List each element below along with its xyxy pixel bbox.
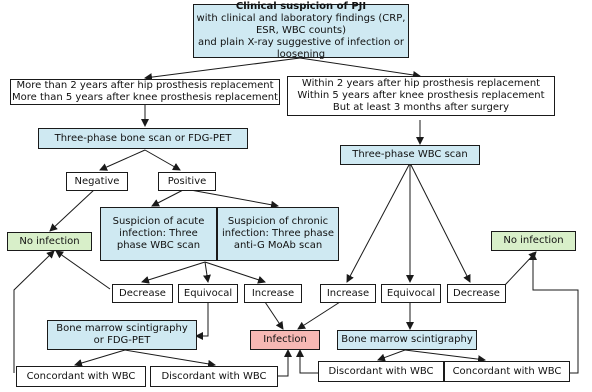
no-infection-right-box — [491, 231, 576, 251]
early-criteria-line-3: But at least 3 months after surgery — [332, 102, 510, 113]
bone-marrow-left-box — [47, 320, 197, 350]
bone-marrow-left-label: Bone marrow scintigraphy or FDG-PET — [56, 323, 188, 346]
left-increase-box — [244, 284, 302, 303]
wbc-scan-box — [340, 145, 480, 165]
bone-scan-label: Three-phase bone scan or FDG-PET — [54, 132, 232, 144]
concordant-right-label: Concordant with WBC — [452, 365, 562, 377]
negative-label: Negative — [74, 175, 120, 187]
right-increase-label: Increase — [326, 287, 370, 299]
left-increase-label: Increase — [251, 287, 295, 299]
negative-box — [66, 172, 128, 191]
right-decrease-box — [447, 284, 506, 303]
infection-label: Infection — [263, 334, 307, 345]
early-criteria-line-1: Within 2 years after hip prosthesis replacement — [301, 78, 541, 89]
wbc-scan-label: Three-phase WBC scan — [352, 149, 468, 160]
clinical-suspicion-line-3: and plain X-ray suggestive of infection or loosening — [197, 37, 405, 60]
bone-scan-box — [38, 128, 248, 149]
no-infection-left-box — [7, 232, 92, 251]
positive-box — [158, 172, 216, 191]
concordant-right-box — [444, 361, 570, 382]
left-equivocal-box — [178, 284, 238, 303]
acute-suspicion-box — [100, 207, 217, 261]
early-criteria-box — [287, 76, 555, 116]
left-equivocal-label: Equivocal — [183, 287, 233, 299]
concordant-left-box — [16, 366, 146, 387]
infection-box — [250, 330, 320, 350]
right-decrease-label: Decrease — [453, 287, 500, 299]
no-infection-left-label: No infection — [19, 235, 80, 247]
right-equivocal-label: Equivocal — [386, 287, 436, 299]
right-equivocal-box — [381, 284, 441, 303]
concordant-left-label: Concordant with WBC — [26, 370, 136, 382]
no-infection-right-label: No infection — [503, 235, 564, 246]
right-increase-box — [320, 284, 376, 303]
late-criteria-line-1: More than 2 years after hip prosthesis replacement — [16, 80, 274, 91]
clinical-suspicion-box — [193, 1, 409, 60]
early-criteria-line-2: Within 5 years after knee prosthesis replacement — [297, 90, 545, 101]
left-decrease-box — [112, 284, 173, 303]
chronic-suspicion-label: Suspicion of chronic infection: Three phase anti-G MoAb scan — [222, 216, 334, 251]
discordant-left-box — [150, 366, 278, 387]
bone-marrow-right-box — [337, 330, 477, 350]
acute-suspicion-label: Suspicion of acute infection: Three phase WBC scan — [112, 216, 205, 251]
clinical-suspicion-title: Clinical suspicion of PJI — [235, 1, 367, 12]
late-criteria-box — [10, 79, 280, 105]
bone-marrow-right-label: Bone marrow scintigraphy — [341, 334, 473, 345]
late-criteria-line-2: More than 5 years after knee prosthesis replacement — [11, 92, 278, 103]
left-decrease-label: Decrease — [119, 287, 166, 299]
discordant-right-label: Discordant with WBC — [328, 365, 434, 377]
chronic-suspicion-box — [217, 207, 339, 261]
clinical-suspicion-line-2: with clinical and laboratory findings (CRP, ESR, WBC counts) — [196, 13, 406, 36]
positive-label: Positive — [167, 175, 207, 187]
discordant-left-label: Discordant with WBC — [161, 370, 267, 382]
discordant-right-box — [318, 361, 444, 382]
